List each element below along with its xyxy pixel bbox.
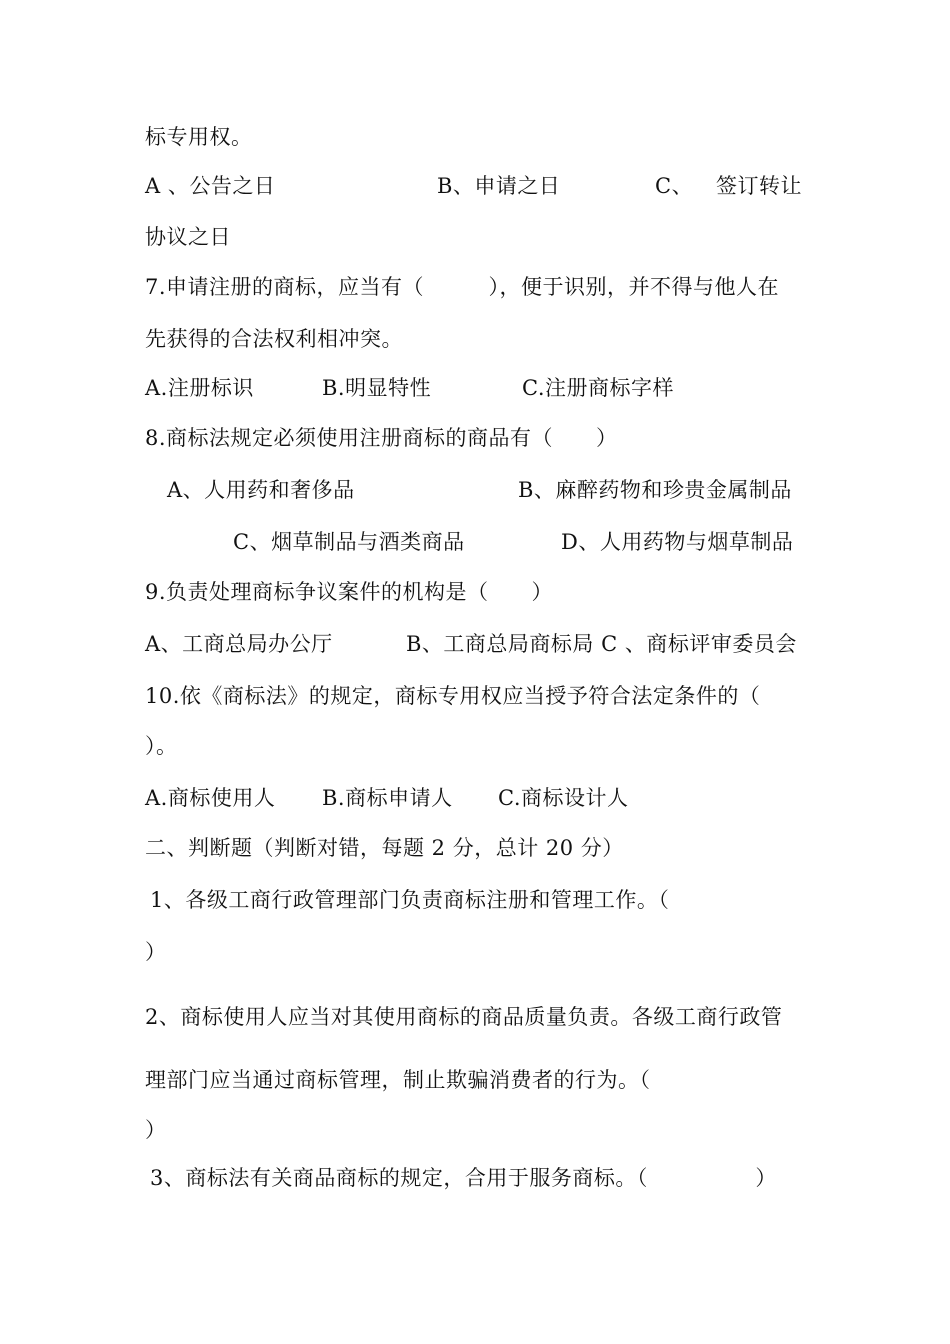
- text-line: 先获得的合法权利相冲突。: [145, 327, 403, 351]
- option-d: D、人用药物与烟草制品: [561, 530, 794, 554]
- true-false-2: 2、商标使用人应当对其使用商标的商品质量负责。各级工商行政管: [145, 1005, 783, 1029]
- text-line: 协议之日: [145, 225, 231, 249]
- option-c: C.注册商标字样: [522, 376, 674, 400]
- text-line: 标专用权。: [145, 125, 253, 149]
- question-7: 7.申请注册的商标，应当有（ ），便于识别，并不得与他人在: [145, 275, 780, 299]
- option-b-c: B、工商总局商标局 C 、商标评审委员会: [406, 632, 797, 656]
- text-line: ）。: [145, 734, 178, 758]
- question-9: 9.负责处理商标争议案件的机构是（ ）: [145, 580, 554, 604]
- text-line: ）: [145, 1118, 167, 1142]
- section-heading: 二、判断题（判断对错，每题 2 分，总计 20 分）: [145, 836, 624, 860]
- option-a: A、工商总局办公厅: [145, 632, 333, 656]
- option-c: C、烟草制品与酒类商品: [233, 530, 465, 554]
- option-a: A 、公告之日: [145, 174, 276, 198]
- text-line: ）: [145, 940, 167, 964]
- question-10: 10.依《商标法》的规定，商标专用权应当授予符合法定条件的（: [145, 684, 761, 708]
- question-8: 8.商标法规定必须使用注册商标的商品有（ ）: [145, 426, 618, 450]
- true-false-1: 1、各级工商行政管理部门负责商标注册和管理工作。（: [150, 888, 670, 912]
- option-b: B.商标申请人: [322, 786, 453, 810]
- option-a: A.注册标识: [145, 376, 254, 400]
- option-b: B、麻醉药物和珍贵金属制品: [518, 478, 792, 502]
- option-a: A、人用药和奢侈品: [167, 478, 355, 502]
- true-false-3: 3、商标法有关商品商标的规定，合用于服务商标。（ ）: [150, 1166, 777, 1190]
- option-c-text: 签订转让: [716, 174, 802, 198]
- option-b: B、申请之日: [437, 174, 561, 198]
- option-a: A.商标使用人: [145, 786, 276, 810]
- text-line: 理部门应当通过商标管理，制止欺骗消费者的行为。（: [145, 1068, 651, 1092]
- option-c: C.商标设计人: [498, 786, 629, 810]
- option-b: B.明显特性: [322, 376, 432, 400]
- option-c-label: C、: [655, 174, 694, 198]
